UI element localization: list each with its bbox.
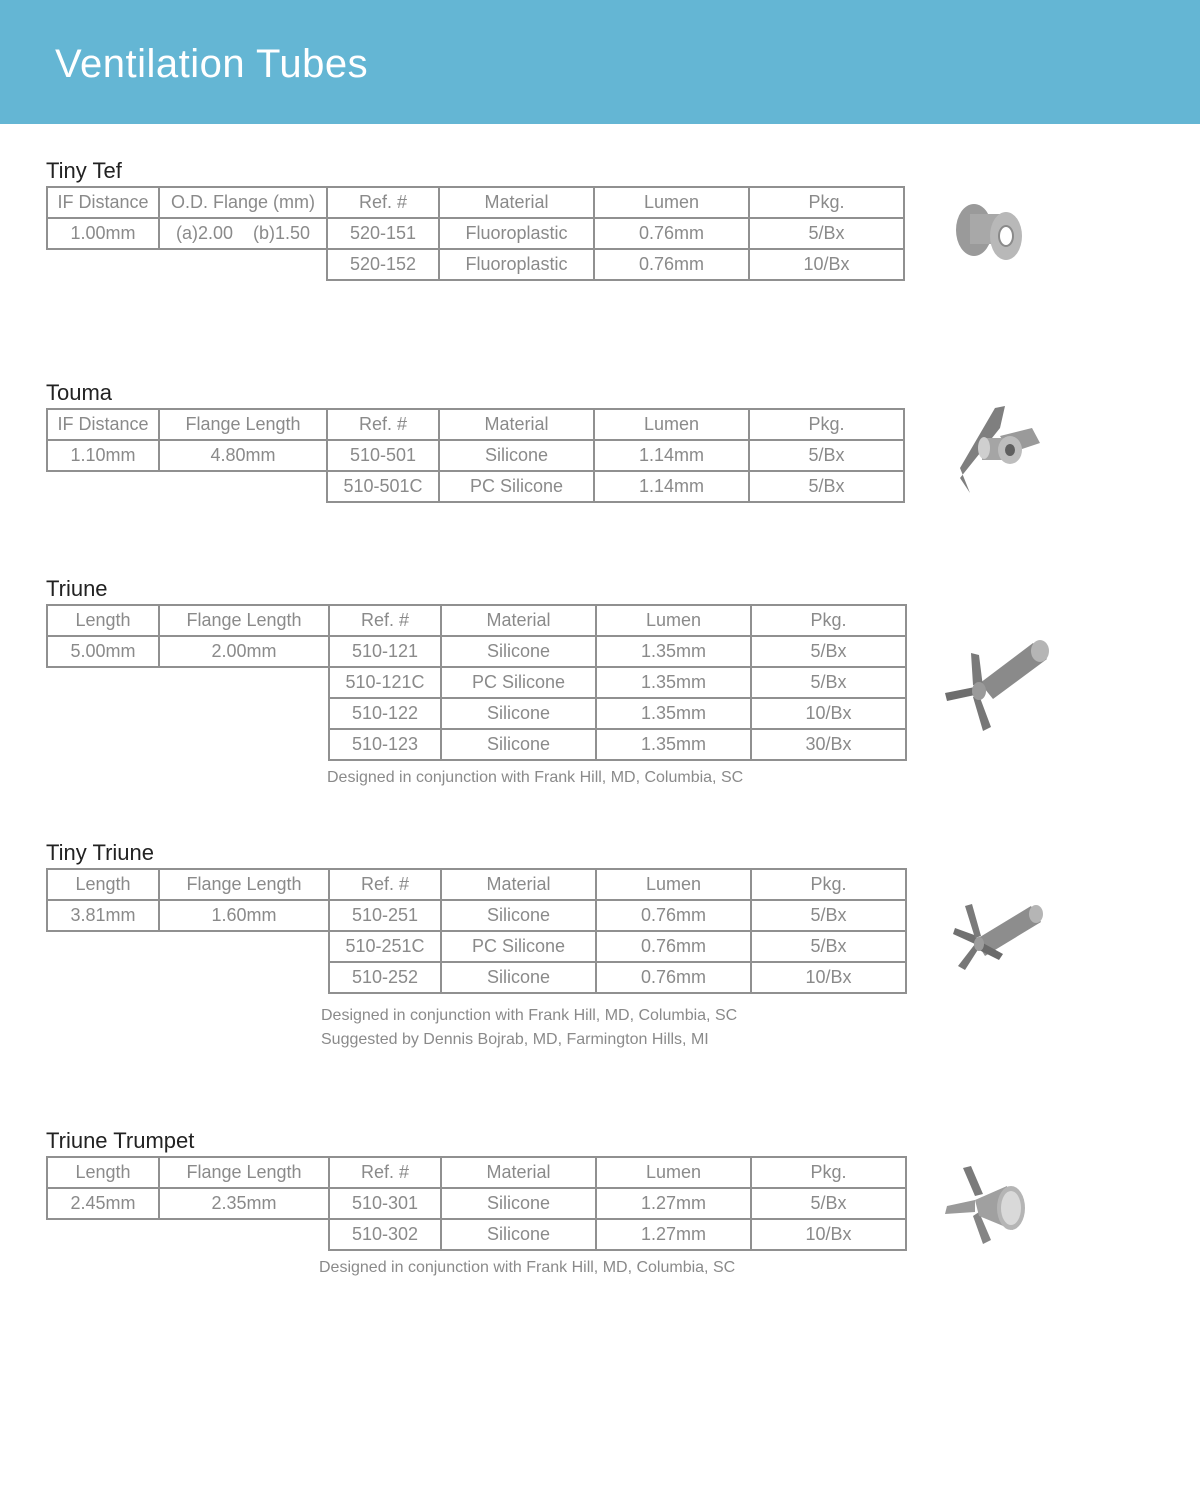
lumen: 1.35mm [596,636,751,667]
column-header: Pkg. [751,1157,906,1188]
spec-dimension: 5.00mm [47,636,159,667]
spec-flange: 1.60mm [159,900,329,931]
spec-flange: 4.80mm [159,440,327,471]
table-header-row [47,187,904,218]
spec-dimension: 2.45mm [47,1188,159,1219]
spec-flange: 2.35mm [159,1188,329,1219]
column-header: Length [47,869,159,900]
credit-line: Designed in conjunction with Frank Hill, MD, Columbia, SC [321,1007,738,1024]
column-header: Pkg. [751,605,906,636]
spec-flange: (a)2.00 (b)1.50 [159,218,327,249]
table-row [47,440,904,471]
product-name: Triune [46,576,108,601]
spec-table [46,1156,907,1251]
empty-cell [159,698,329,729]
package: 10/Bx [751,1219,906,1250]
column-header: IF Distance [47,409,159,440]
column-header: Pkg. [751,869,906,900]
spec-dimension: 1.10mm [47,440,159,471]
package: 10/Bx [751,962,906,993]
table-header-row [47,409,904,440]
column-header: Material [439,187,594,218]
table-header-row [47,1157,906,1188]
table-row [47,900,906,931]
empty-cell [159,249,327,280]
empty-cell [159,962,329,993]
table-row [47,1219,906,1250]
material: Silicone [441,962,596,993]
product-name: Touma [46,380,113,405]
column-header: IF Distance [47,187,159,218]
design-credit [321,1004,737,1052]
page-header [0,0,1200,124]
package: 5/Bx [751,931,906,962]
column-header: Lumen [594,187,749,218]
product-name: Tiny Triune [46,840,155,865]
spec-table [46,868,907,994]
page-title: Ventilation Tubes [55,42,369,86]
ref-number: 520-152 [327,249,439,280]
column-header: Material [441,869,596,900]
table-row [47,962,906,993]
ref-number: 510-302 [329,1219,441,1250]
tiny-triune-tube-icon [945,898,1055,983]
credit-line: Designed in conjunction with Frank Hill, MD, Columbia, SC [327,769,744,786]
material: Silicone [441,729,596,760]
table-row [47,1188,906,1219]
table-row [47,218,904,249]
lumen: 1.14mm [594,440,749,471]
material: Fluoroplastic [439,218,594,249]
credit-line: Suggested by Dennis Bojrab, MD, Farmington Hills, MI [321,1031,709,1048]
column-header: Ref. # [329,605,441,636]
lumen: 1.14mm [594,471,749,502]
column-header: Material [441,605,596,636]
empty-cell [47,698,159,729]
column-header: Flange Length [159,409,327,440]
column-header: Ref. # [327,409,439,440]
package: 5/Bx [751,900,906,931]
material: Fluoroplastic [439,249,594,280]
product-name: Triune Trumpet [46,1128,195,1153]
ref-number: 510-251 [329,900,441,931]
spec-dimension: 3.81mm [47,900,159,931]
table-row [47,471,904,502]
ref-number: 510-252 [329,962,441,993]
empty-cell [159,729,329,760]
column-header: Length [47,1157,159,1188]
column-header: Material [441,1157,596,1188]
spec-table [46,408,905,503]
material: Silicone [441,1219,596,1250]
lumen: 0.76mm [594,218,749,249]
empty-cell [159,471,327,502]
column-header: Flange Length [159,1157,329,1188]
table-header-row [47,605,906,636]
empty-cell [159,931,329,962]
lumen: 0.76mm [594,249,749,280]
lumen: 1.35mm [596,667,751,698]
table-row [47,698,906,729]
spec-flange: 2.00mm [159,636,329,667]
empty-cell [47,1219,159,1250]
lumen: 0.76mm [596,931,751,962]
ref-number: 520-151 [327,218,439,249]
material: PC Silicone [439,471,594,502]
column-header: Ref. # [329,869,441,900]
material: Silicone [439,440,594,471]
spec-dimension: 1.00mm [47,218,159,249]
ref-number: 510-501C [327,471,439,502]
lumen: 0.76mm [596,962,751,993]
empty-cell [47,729,159,760]
table-row [47,249,904,280]
lumen: 1.27mm [596,1188,751,1219]
empty-cell [47,931,159,962]
package: 5/Bx [751,1188,906,1219]
column-header: Lumen [594,409,749,440]
empty-cell [47,471,159,502]
ref-number: 510-251C [329,931,441,962]
ref-number: 510-301 [329,1188,441,1219]
spec-table [46,186,905,281]
triune-trumpet-tube-icon [935,1160,1045,1255]
lumen: 1.35mm [596,698,751,729]
empty-cell [47,667,159,698]
package: 5/Bx [751,636,906,667]
empty-cell [159,667,329,698]
empty-cell [47,249,159,280]
column-header: Pkg. [749,187,904,218]
design-credit [319,1256,735,1280]
package: 5/Bx [749,440,904,471]
material: PC Silicone [441,931,596,962]
column-header: Flange Length [159,605,329,636]
column-header: Material [439,409,594,440]
table-header-row [47,869,906,900]
material: Silicone [441,900,596,931]
credit-line: Designed in conjunction with Frank Hill, MD, Columbia, SC [319,1259,736,1276]
design-credit [327,766,743,790]
material: PC Silicone [441,667,596,698]
column-header: Lumen [596,869,751,900]
column-header: O.D. Flange (mm) [159,187,327,218]
package: 5/Bx [751,667,906,698]
spec-table [46,604,907,761]
package: 5/Bx [749,471,904,502]
ref-number: 510-501 [327,440,439,471]
material: Silicone [441,698,596,729]
lumen: 0.76mm [596,900,751,931]
package: 30/Bx [751,729,906,760]
package: 10/Bx [751,698,906,729]
touma-tube-icon [940,398,1050,503]
package: 10/Bx [749,249,904,280]
column-header: Ref. # [327,187,439,218]
empty-cell [47,962,159,993]
product-name: Tiny Tef [46,158,122,183]
table-row [47,636,906,667]
ref-number: 510-121C [329,667,441,698]
table-row [47,729,906,760]
empty-cell [159,1219,329,1250]
material: Silicone [441,1188,596,1219]
lumen: 1.27mm [596,1219,751,1250]
table-row [47,931,906,962]
tiny-tef-tube-icon [940,190,1030,285]
column-header: Lumen [596,1157,751,1188]
ref-number: 510-123 [329,729,441,760]
column-header: Pkg. [749,409,904,440]
ref-number: 510-122 [329,698,441,729]
table-row [47,667,906,698]
triune-tube-icon [935,635,1055,740]
column-header: Lumen [596,605,751,636]
column-header: Length [47,605,159,636]
lumen: 1.35mm [596,729,751,760]
column-header: Ref. # [329,1157,441,1188]
ref-number: 510-121 [329,636,441,667]
material: Silicone [441,636,596,667]
column-header: Flange Length [159,869,329,900]
package: 5/Bx [749,218,904,249]
